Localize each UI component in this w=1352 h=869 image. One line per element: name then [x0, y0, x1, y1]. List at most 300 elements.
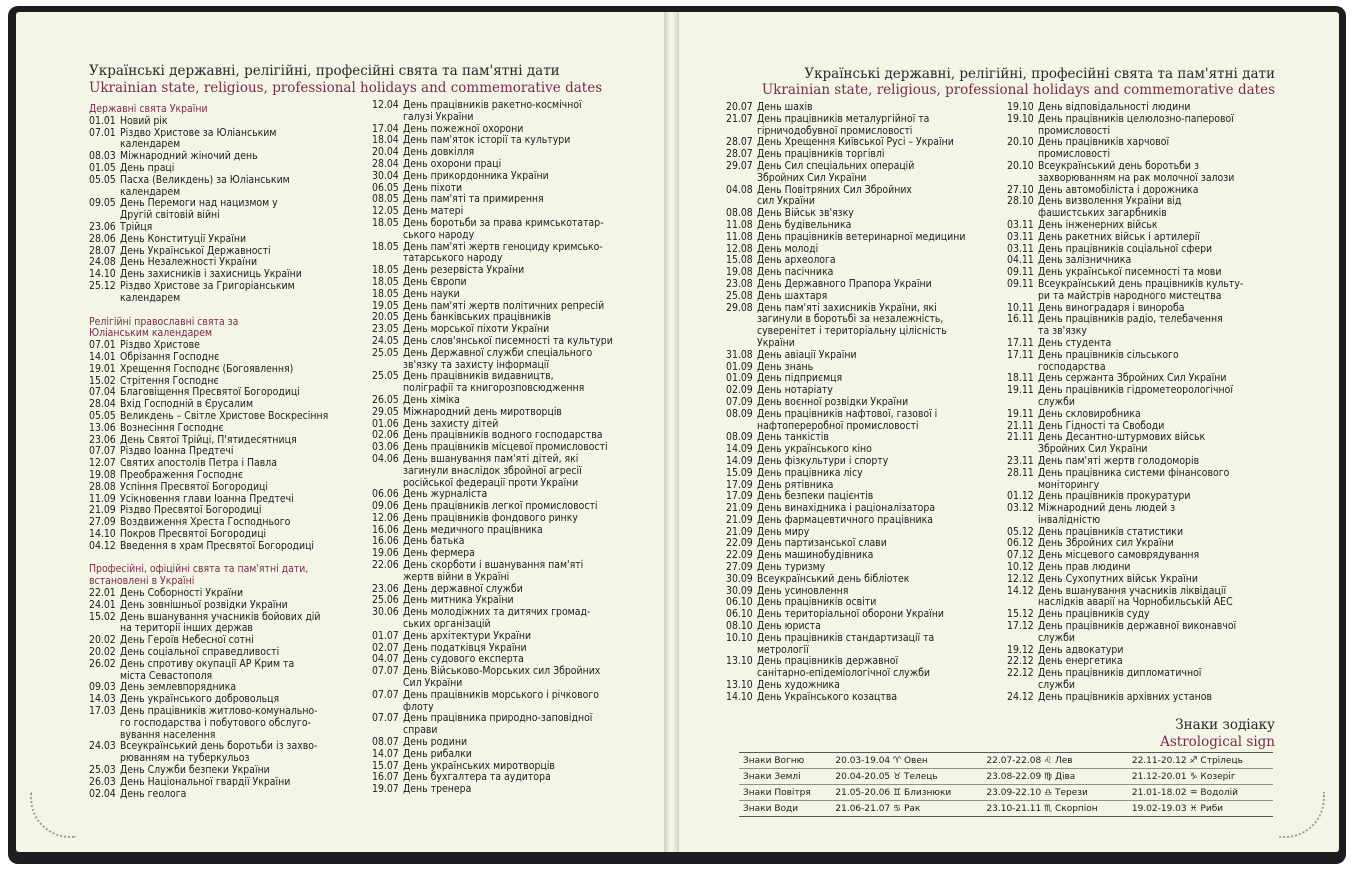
holiday-date: 20.07 — [726, 101, 753, 113]
holiday-entry — [1007, 409, 1279, 421]
zodiac-cell: 23.08-22.09 ♍ Діва — [982, 769, 1127, 785]
holiday-date: 19.11 — [1007, 384, 1034, 397]
holiday-name-line: День ракетних військ і артилерії — [1038, 230, 1200, 243]
section-heading-line: Професійні, офіційні свята та пам'ятні дати, — [89, 563, 309, 576]
holiday-date: 04.08 — [726, 183, 753, 196]
holiday-date: 18.05 — [372, 264, 399, 277]
book-gutter — [664, 12, 679, 852]
holiday-name-line: День працівників державної виконавчої — [1038, 620, 1237, 633]
holiday-date: 07.01 — [89, 126, 116, 139]
holiday-date: 19.06 — [372, 547, 399, 560]
holiday-name-line: День вшанування учасників ліквідації — [1038, 584, 1227, 597]
holiday-name-line: День науки — [403, 287, 460, 300]
holiday-date: 14.01 — [89, 350, 116, 363]
holiday-name-line: День рятівника — [757, 478, 834, 491]
holiday-name-line: ських організацій — [403, 618, 491, 631]
holiday-name-line: День працівників радіо, телебачення — [1038, 313, 1223, 326]
holiday-date: 14.10 — [89, 268, 116, 281]
holiday-entry — [1007, 503, 1279, 527]
holiday-date: 28.04 — [89, 398, 116, 411]
holiday-name-line: День землевпорядника — [120, 681, 237, 694]
holiday-entry — [372, 513, 652, 525]
holiday-date: 06.10 — [726, 608, 753, 621]
holiday-date: 08.05 — [372, 193, 399, 206]
holiday-name-line: День художника — [757, 679, 840, 692]
holiday-name-line: День тренера — [403, 783, 472, 796]
holiday-date: 21.09 — [726, 513, 753, 526]
holiday-entry — [1007, 586, 1279, 610]
holiday-entry — [726, 468, 1004, 480]
holiday-name-line: День працівника лісу — [757, 466, 863, 479]
holiday-entry — [1007, 220, 1279, 232]
holiday-entry — [372, 395, 652, 407]
holiday-name-line: День працівників соціальної сфери — [1038, 242, 1213, 255]
zodiac-cell: 21.05-20.06 ♊ Близнюки — [831, 785, 982, 801]
holiday-name-line: День Сухопутних військ України — [1038, 572, 1198, 585]
holiday-entry — [89, 423, 369, 435]
holiday-name-line: День працівників ракетно-космічної — [403, 99, 582, 111]
holiday-name-line: загинули в боротьбі за незалежність, — [757, 313, 944, 326]
holiday-name-line: Вхід Господній в Єрусалим — [120, 398, 254, 411]
holiday-name-line: День працівників житлово-комунально- — [120, 705, 318, 718]
page-title-ua: Українські державні, релігійні, професійні свята та пам'ятні дати — [804, 66, 1275, 82]
holiday-entry — [89, 777, 369, 789]
holiday-date: 17.11 — [1007, 336, 1034, 349]
zodiac-cell: Знаки Вогню — [739, 753, 831, 769]
holiday-name — [757, 303, 1004, 350]
holiday-name — [120, 175, 369, 199]
holiday-name-line: День Української Державності — [120, 244, 271, 257]
holiday-date: 13.06 — [89, 421, 116, 434]
holiday-date: 03.11 — [1007, 242, 1034, 255]
holiday-name — [120, 600, 369, 612]
holiday-date: 13.10 — [726, 655, 753, 668]
holiday-entry — [726, 185, 1004, 209]
holiday-name — [1038, 220, 1279, 232]
holiday-entry — [726, 350, 1004, 362]
holiday-column — [372, 100, 652, 796]
holiday-entry — [726, 456, 1004, 468]
holiday-name — [403, 407, 652, 419]
holiday-date: 07.07 — [372, 712, 399, 725]
holiday-date: 01.01 — [89, 114, 116, 127]
holiday-date: 21.11 — [1007, 419, 1034, 432]
holiday-date: 20.02 — [89, 634, 116, 647]
holiday-name-line: санітарно-епідеміологічної служби — [757, 667, 930, 680]
holiday-name — [120, 128, 369, 152]
holiday-name-line: День працівника системи фінансового — [1038, 466, 1230, 479]
holiday-name — [120, 281, 369, 305]
zodiac-cell: Знаки Повітря — [739, 785, 831, 801]
zodiac-cell: 21.01-18.02 ♒ Водолій — [1128, 785, 1273, 801]
holiday-entry — [1007, 692, 1279, 704]
zodiac-cell: 23.09-22.10 ♎ Терези — [982, 785, 1127, 801]
holiday-name — [1038, 279, 1279, 303]
holiday-name-line: Різдво Іоанна Предтечі — [120, 445, 234, 458]
holiday-name-line: День працівників суду — [1038, 608, 1150, 621]
holiday-name-line: Великдень – Світле Христове Воскресіння — [120, 409, 329, 422]
holiday-name-line: Різдво Христове за Юліанським — [120, 126, 277, 139]
holiday-name-line: День Військ зв'язку — [757, 207, 854, 220]
holiday-name-line: День Героїв Небесної сотні — [120, 634, 254, 647]
holiday-name — [757, 515, 1004, 527]
holiday-name-line: День працівників фондового ринку — [403, 511, 578, 524]
holiday-entry — [1007, 196, 1279, 220]
holiday-name — [403, 171, 652, 183]
holiday-date: 25.12 — [89, 279, 116, 292]
holiday-entry — [372, 277, 652, 289]
holiday-name-line: День прикордонника України — [403, 169, 549, 182]
zodiac-cell: 23.10-21.11 ♏ Скорпіон — [982, 801, 1127, 817]
holiday-name-line: День захисників і захисниць України — [120, 268, 302, 281]
holiday-date: 02.07 — [372, 641, 399, 654]
holiday-name-line: День працівників харчової — [1038, 136, 1170, 149]
holiday-name-line: служби — [1038, 679, 1075, 692]
holiday-name — [757, 409, 1004, 433]
holiday-entry — [89, 116, 369, 128]
holiday-name-line: День виноградаря і винороба — [1038, 301, 1185, 314]
holiday-date: 21.11 — [1007, 431, 1034, 444]
holiday-entry — [89, 175, 369, 199]
holiday-name-line: День прав людини — [1038, 561, 1131, 574]
holiday-name-line: наслідків аварії на Чорнобильській АЕС — [1038, 596, 1233, 609]
holiday-name-line: господарства — [1038, 360, 1106, 373]
holiday-name — [1038, 196, 1279, 220]
holiday-date: 04.12 — [89, 539, 116, 552]
zodiac-cell: Знаки Землі — [739, 769, 831, 785]
holiday-name — [757, 279, 1004, 291]
holiday-entry — [89, 612, 369, 636]
holiday-date: 29.07 — [726, 159, 753, 172]
holiday-name-line: День знань — [757, 360, 814, 373]
holiday-name — [120, 741, 369, 765]
zodiac-cell: 19.02-19.03 ♓ Риби — [1128, 801, 1273, 817]
holiday-entry — [726, 397, 1004, 409]
page-title-en: Ukrainian state, religious, professional holidays and commemorative dates — [761, 82, 1275, 98]
holiday-name-line: Різдво Пресвятої Богородиці — [120, 504, 262, 517]
holiday-name-line: календарем — [120, 138, 181, 151]
holiday-entry — [1007, 574, 1279, 586]
holiday-name-line: російської федерації проти України — [403, 476, 579, 489]
holiday-entry — [1007, 350, 1279, 374]
holiday-date: 09.11 — [1007, 266, 1034, 279]
zodiac-table — [739, 752, 1273, 817]
holiday-name-line: Збройних Сил України — [1038, 443, 1148, 456]
holiday-date: 12.06 — [372, 511, 399, 524]
holiday-date: 16.07 — [372, 771, 399, 784]
holiday-date: 10.10 — [726, 631, 753, 644]
holiday-name-line: Воздвиження Хреста Господнього — [120, 516, 291, 529]
holiday-entry — [1007, 279, 1279, 303]
section-heading-line: Релігійні православні свята за — [89, 315, 239, 328]
holiday-name-line: Успіння Пресвятої Богородиці — [120, 480, 268, 493]
holiday-name — [403, 395, 652, 407]
holiday-name-line: День українського добровольця — [120, 693, 280, 706]
holiday-entry — [89, 541, 369, 553]
holiday-name-line: День безпеки пацієнтів — [757, 490, 874, 503]
holiday-name-line: День фермера — [403, 547, 475, 560]
holiday-name — [757, 350, 1004, 362]
holiday-date: 09.06 — [372, 500, 399, 513]
holiday-name-line: День Європи — [403, 275, 467, 288]
holiday-entry — [89, 352, 369, 364]
holiday-date: 25.08 — [726, 289, 753, 302]
holiday-name-line: День визволення України від — [1038, 195, 1182, 208]
holiday-column — [89, 104, 369, 800]
holiday-entry — [1007, 621, 1279, 645]
zodiac-cell: 22.11-20.12 ♐ Стрілець — [1128, 753, 1273, 769]
holiday-name-line: День фізкультури і спорту — [757, 454, 889, 467]
holiday-name-line: День працівників місцевої промисловості — [403, 441, 608, 454]
holiday-name — [1038, 668, 1279, 692]
holiday-name-line: День інженерних військ — [1038, 218, 1158, 231]
holiday-entry — [726, 303, 1004, 350]
holiday-date: 28.08 — [89, 480, 116, 493]
holiday-name-line: День Соборності України — [120, 587, 244, 600]
holiday-date: 03.12 — [1007, 502, 1034, 515]
holiday-name-line: День архітектури України — [403, 629, 532, 642]
holiday-date: 28.10 — [1007, 195, 1034, 208]
holiday-date: 14.03 — [89, 693, 116, 706]
holiday-name — [120, 777, 369, 789]
holiday-date: 03.11 — [1007, 230, 1034, 243]
holiday-date: 06.06 — [372, 488, 399, 501]
holiday-date: 06.12 — [1007, 537, 1034, 550]
holiday-name — [1038, 409, 1279, 421]
holiday-name-line: День залізничника — [1038, 254, 1132, 267]
holiday-name-line: татарського народу — [403, 252, 503, 265]
holiday-date: 03.06 — [372, 441, 399, 454]
holiday-name-line: День шахтаря — [757, 289, 828, 302]
holiday-entry — [89, 529, 369, 541]
holiday-name — [403, 631, 652, 643]
zodiac-cell: Знаки Води — [739, 801, 831, 817]
holiday-name-line: День адвокатури — [1038, 643, 1124, 656]
holiday-entry — [89, 706, 369, 741]
holiday-name-line: загинули внаслідок збройної агресії — [403, 464, 582, 477]
holiday-name-line: День спротиву окупації АР Крим та — [120, 657, 295, 670]
holiday-name-line: День боротьби за права кримськотатар- — [403, 216, 604, 229]
holiday-name-line: День Військово-Морських сил Збройних — [403, 665, 601, 678]
holiday-name — [757, 633, 1004, 657]
holiday-entry — [726, 161, 1004, 185]
holiday-name-line: Вознесіння Господнє — [120, 421, 224, 434]
holiday-name — [1038, 350, 1279, 374]
holiday-name-line: Пасха (Великдень) за Юліанським — [120, 173, 290, 186]
holiday-name-line: День енергетика — [1038, 655, 1123, 668]
holiday-date: 22.06 — [372, 559, 399, 572]
holiday-name-line: День працівників водного господарства — [403, 429, 603, 442]
holiday-name-line: День миру — [757, 525, 810, 538]
holiday-date: 14.10 — [726, 690, 753, 703]
holiday-name-line: День захисту дітей — [403, 417, 499, 430]
holiday-name — [403, 784, 652, 796]
holiday-name-line: День працівників морського і річкового — [403, 688, 599, 701]
holiday-entry — [726, 409, 1004, 433]
page-title-en: Ukrainian state, religious, professional holidays and commemorative dates — [89, 80, 603, 96]
holiday-name-line: День працівників статистики — [1038, 525, 1184, 538]
holiday-date: 14.10 — [89, 527, 116, 540]
holiday-name-line: День геолога — [120, 787, 187, 800]
holiday-name-line: День винахідника і раціоналізатора — [757, 502, 936, 515]
holiday-date: 05.05 — [89, 173, 116, 186]
holiday-name-line: День усиновлення — [757, 584, 849, 597]
holiday-name-line: День працівників сільського — [1038, 348, 1179, 361]
holiday-name — [1038, 432, 1279, 456]
holiday-date: 26.03 — [89, 775, 116, 788]
holiday-date: 07.01 — [89, 339, 116, 352]
holiday-entry — [89, 128, 369, 152]
holiday-entry — [372, 749, 652, 761]
holiday-name-line: День Десантно-штурмових військ — [1038, 431, 1206, 444]
holiday-date: 12.04 — [372, 99, 399, 111]
holiday-name — [757, 692, 1004, 704]
holiday-entry — [372, 159, 652, 171]
section-heading-line: Державні свята України — [89, 103, 208, 115]
holiday-name-line: Всеукраїнський день боротьби з — [1038, 159, 1199, 172]
holiday-date: 27.09 — [726, 561, 753, 574]
holiday-name — [757, 468, 1004, 480]
holiday-name — [403, 277, 652, 289]
holiday-name — [403, 607, 652, 631]
holiday-date: 24.03 — [89, 740, 116, 753]
holiday-name-line: вування населення — [120, 728, 216, 741]
holiday-name-line: Введення в храм Пресвятої Богородиці — [120, 539, 315, 552]
holiday-name-line: День працівників освіти — [757, 596, 877, 609]
holiday-name-line: міста Севастополя — [120, 669, 213, 682]
holiday-date: 20.10 — [1007, 159, 1034, 172]
holiday-column — [726, 102, 1004, 704]
holiday-name — [403, 242, 652, 266]
holiday-name-line: День банківських працівників — [403, 311, 552, 324]
holiday-date: 20.04 — [372, 146, 399, 159]
holiday-name — [1038, 338, 1279, 350]
holiday-name — [120, 470, 369, 482]
holiday-date: 14.12 — [1007, 584, 1034, 597]
holiday-date: 28.07 — [89, 244, 116, 257]
holiday-name-line: День Державної служби спеціального — [403, 346, 593, 359]
holiday-date: 02.06 — [372, 429, 399, 442]
holiday-name — [403, 690, 652, 714]
section-spacer — [89, 305, 369, 317]
holiday-date: 07.07 — [89, 445, 116, 458]
holiday-entry — [726, 291, 1004, 303]
holiday-name-line: День працівників стандартизації та — [757, 631, 935, 644]
holiday-entry — [372, 289, 652, 301]
holiday-name-line: моніторингу — [1038, 478, 1100, 491]
holiday-name-line: День працівників дипломатичної — [1038, 667, 1202, 680]
holiday-date: 12.07 — [89, 457, 116, 470]
holiday-name-line: День фармацевтичного працівника — [757, 513, 933, 526]
holiday-name-line: День працівників державної — [757, 655, 899, 668]
holiday-date: 08.10 — [726, 620, 753, 633]
holiday-name-line: служби — [1038, 631, 1075, 644]
holiday-entry — [726, 656, 1004, 680]
holiday-name — [403, 371, 652, 395]
holiday-date: 25.05 — [372, 346, 399, 359]
holiday-name-line: День української писемності та мови — [1038, 266, 1222, 279]
holiday-date: 28.04 — [372, 157, 399, 170]
holiday-name-line: День піхоти — [403, 181, 463, 194]
holiday-date: 19.10 — [1007, 101, 1034, 113]
holiday-entry — [89, 741, 369, 765]
holiday-name-line: День працівників гідрометеорологічної — [1038, 384, 1233, 397]
holiday-name-line: Всеукраїнський день працівників культу- — [1038, 277, 1244, 290]
holiday-entry — [1007, 161, 1279, 185]
holiday-name — [120, 612, 369, 636]
holiday-name-line: Різдво Христове — [120, 339, 200, 352]
holiday-name-line: Міжнародний день людей з — [1038, 502, 1176, 515]
holiday-date: 12.08 — [726, 242, 753, 255]
holiday-name-line: День Святої Трійці, П'ятидесятниця — [120, 433, 297, 446]
holiday-name — [1038, 137, 1279, 161]
holiday-name-line: День територіальної оборони України — [757, 608, 944, 621]
holiday-name-line: України — [757, 336, 795, 349]
holiday-date: 18.11 — [1007, 372, 1034, 385]
holiday-name — [120, 364, 369, 376]
holiday-entry — [372, 100, 652, 124]
holiday-name-line: День Національної гвардії України — [120, 775, 291, 788]
holiday-date: 25.06 — [372, 594, 399, 607]
holiday-name-line: День вшанування пам'яті дітей, які — [403, 452, 579, 465]
holiday-date: 07.07 — [372, 665, 399, 678]
holiday-date: 21.09 — [726, 525, 753, 538]
holiday-date: 22.09 — [726, 549, 753, 562]
holiday-name-line: День туризму — [757, 561, 826, 574]
holiday-name-line: День морської піхоти України — [403, 323, 550, 336]
holiday-name — [120, 352, 369, 364]
holiday-name — [1038, 468, 1279, 492]
holiday-date: 23.05 — [372, 323, 399, 336]
holiday-date: 28.07 — [726, 136, 753, 149]
holiday-name-line: День нотаріату — [757, 384, 833, 397]
holiday-date: 06.05 — [372, 181, 399, 194]
holiday-name-line: День Державного Прапора України — [757, 277, 932, 290]
holiday-name-line: Обрізання Господнє — [120, 350, 220, 363]
holiday-name-line: День Служби безпеки України — [120, 764, 270, 777]
holiday-name — [1038, 232, 1279, 244]
holiday-name — [403, 560, 652, 584]
holiday-name-line: Стрітення Господнє — [120, 374, 219, 387]
holiday-name-line: служби — [1038, 395, 1075, 408]
holiday-name-line: суверенітет і територіальну цілісність — [757, 325, 947, 338]
holiday-date: 04.06 — [372, 452, 399, 465]
holiday-date: 21.09 — [89, 504, 116, 517]
holiday-name — [120, 789, 369, 801]
holiday-date: 15.02 — [89, 374, 116, 387]
holiday-date: 01.12 — [1007, 490, 1034, 503]
holiday-entry — [372, 218, 652, 242]
holiday-name-line: День податківця України — [403, 641, 527, 654]
holiday-date: 23.08 — [726, 277, 753, 290]
holiday-date: 09.05 — [89, 197, 116, 210]
holiday-date: 17.12 — [1007, 620, 1034, 633]
holiday-name-line: День вшанування учасників бойових дій — [120, 610, 321, 623]
holiday-name-line: День праці — [120, 161, 175, 174]
holiday-date: 19.05 — [372, 299, 399, 312]
holiday-entry — [726, 633, 1004, 657]
holiday-date: 10.11 — [1007, 301, 1034, 314]
holiday-name-line: День медичного працівника — [403, 523, 543, 536]
holiday-date: 24.01 — [89, 598, 116, 611]
holiday-name-line: го господарства і побутового обслуго- — [120, 716, 311, 729]
holiday-name-line: День працівників прокуратури — [1038, 490, 1191, 503]
holiday-date: 10.12 — [1007, 561, 1034, 574]
holiday-date: 11.08 — [726, 218, 753, 231]
holiday-name-line: Другій світовій війні — [120, 209, 220, 222]
holiday-name-line: День бухгалтера та аудитора — [403, 771, 551, 784]
holiday-date: 20.05 — [372, 311, 399, 324]
